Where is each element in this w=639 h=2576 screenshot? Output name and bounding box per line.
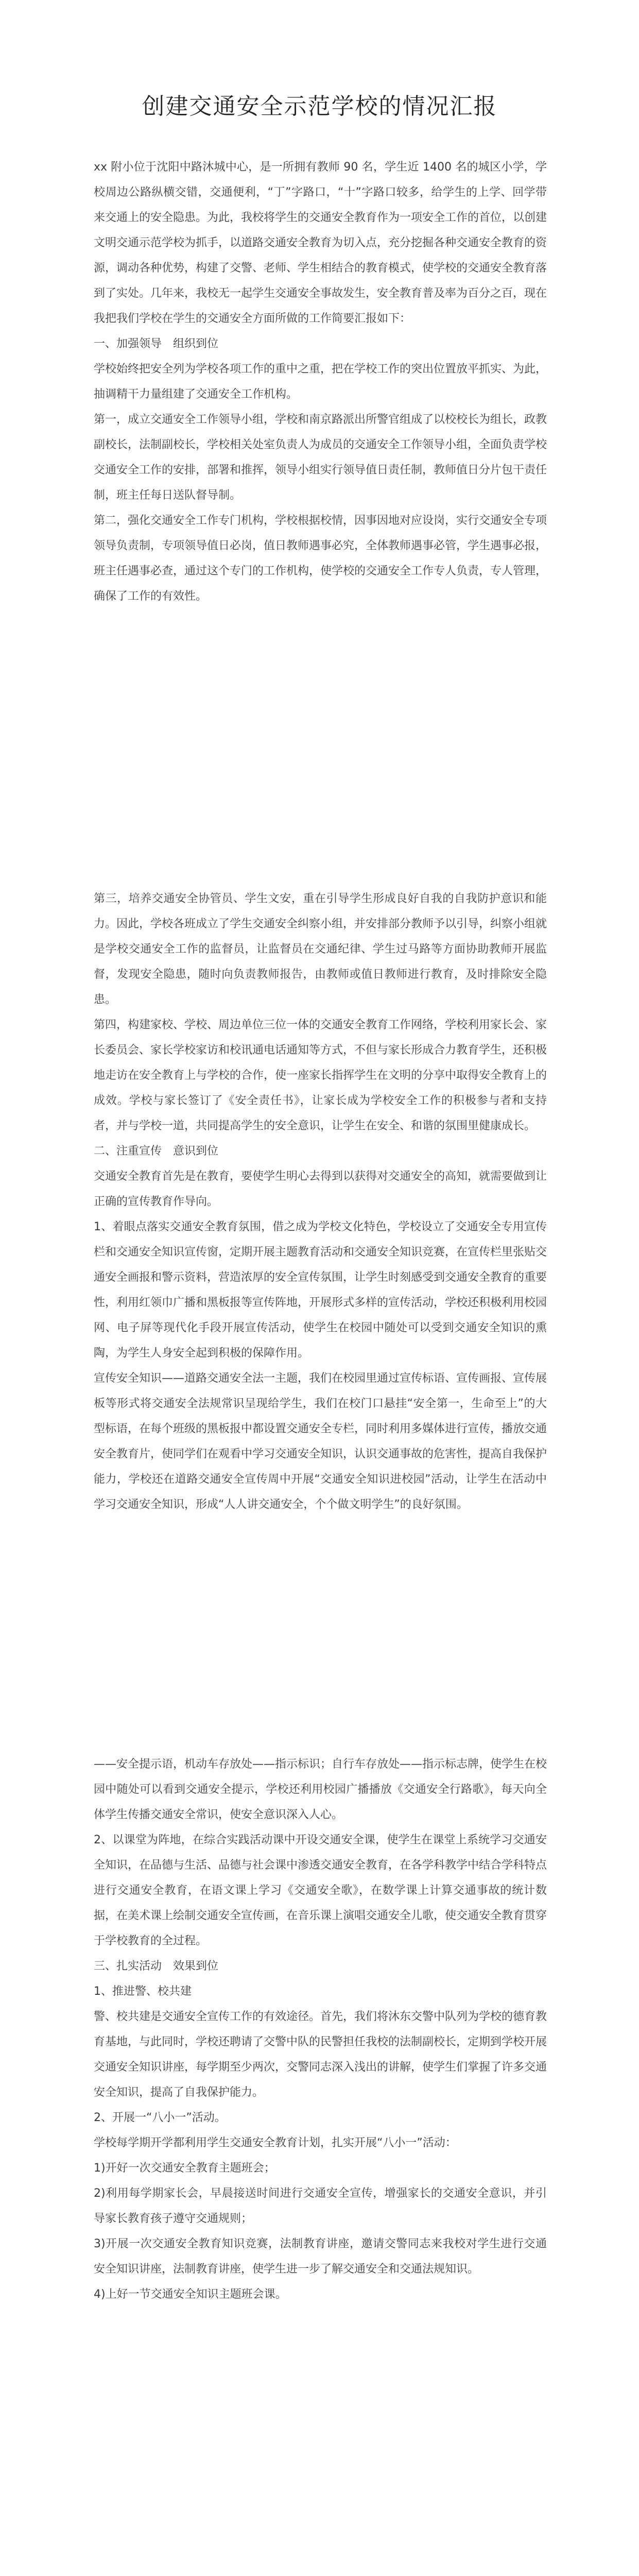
paragraph: 宣传安全知识——道路交通安全法一主题，我们在校园里通过宣传标语、宣传画报、宣传展板等形式将交通安全法规常识呈现给学生，我们在校门口悬挂“安全第一，生命至上”的大型标语，在每个班级的黑板报中都设置交通安全专栏，同时利用多媒体进行宣传，播放交通安全教育片，使同学们在观看中学习交通安全知识，认识交通事故的危害性，提高自我保护能力，学校还在道路交通安全宣传周中开展“交通安全知识进校园”活动，让学生在活动中学习交通安全知识，形成“人人讲交通安全，个个做文明学生”的良好氛围。 — [94, 1372, 547, 1511]
paragraph: 学校每学期开学都利用学生交通安全教育计划，扎实开展“八小一”活动： — [94, 2137, 457, 2149]
paragraph: 2、以课堂为阵地，在综合实践活动课中开设交通安全课，使学生在课堂上系统学习交通安全知识，在品德与生活、品德与社会课中渗透交通安全教育，在各学科教学中结合学科特点进行交通安全教育，在语文课上学习《交通安全歌》，在数学课上计算交通事故的统计数据，在美术课上绘制交通安全宣传画，在音乐课上演唱交通安全儿歌，使交通安全教育贯穿于学校教育的全过程。 — [94, 1834, 547, 1947]
paragraph: 1、着眼点落实交通安全教育氛围，借之成为学校文化特色，学校设立了交通安全专用宣传栏和交通安全知识宣传窗，定期开展主题教育活动和交通安全知识竞赛，在宣传栏里张贴交通安全画报和警示资料，营造浓厚的安全宣传氛围，让学生时刻感受到交通安全教育的重要性，利用红领巾广播和黑板报等宣传阵地，开展形式多样的宣传活动，学校还积极利用校园网、电子屏等现代化手段开展宣传活动，使学生在校园中随处可以受到交通安全知识的熏陶，为学生人身安全起到积极的保障作用。 — [94, 1221, 547, 1360]
sub-heading: 2、开展一“八小一”活动。 — [94, 2111, 226, 2124]
list-item: 3)开展一次交通安全教育知识竞赛，法制教育讲座，邀请交警同志来我校对学生进行交通安全知识讲座，法制教育讲座，使学生进一步了解交通安全和交通法规知识。 — [94, 2238, 547, 2276]
section-heading: 二、注重宣传 意识到位 — [94, 1145, 219, 1158]
list-item: 4)上好一节交通安全知识主题班会课。 — [94, 2288, 287, 2301]
paragraph: 第二，强化交通安全工作专门机构，学校根据校情，因事因地对应设岗，实行交通安全专项领导负责制，专项领导值日必岗，值日教师遇事必究，全体教师遇事必管，学生遇事必报，班主任遇事必查，通过这个专门的工作机构，使学校的交通安全工作专人负责，专人管理，确保了工作的有效性。 — [94, 514, 547, 603]
document-title: 创建交通安全示范学校的情况汇报 — [142, 93, 497, 120]
paragraph: 交通安全教育首先是在教育，要使学生明心去得到以获得对交通安全的高知，就需要做到让正确的宣传教育作导向。 — [94, 1170, 547, 1208]
paragraph: 第三，培养交通安全协管员、学生文安，重在引导学生形成良好自我的自我防护意识和能力。因此，学校各班成立了学生交通安全纠察小组，并安排部分教师予以引导，纠察小组就是学校交通安全工作的监督员，让监督员在交通纪律、学生过马路等方面协助教师开展监督，发现安全隐患，随时向负责教师报告，由教师或值日教师进行教育，及时排除安全隐患。 — [94, 892, 547, 1006]
paragraph: xx 附小位于沈阳中路沐城中心，是一所拥有教师 90 名，学生近 1400 名的城区小学，学校周边公路纵横交错，交通便利，“丁”字路口，“十”字路口较多，给学生的上学、回学带来交通上的安全隐患。为此，我校将学生的交通安全教育作为一项安全工作的首位，以创建文明交通示范学校为抓手，以道路交通安全教育为切入点，充分挖掘各种交通安全教育的资源，调动各种优势，构建了交警、老师、学生相结合的教育模式，使学校的交通安全教育落到了实处。几年来，我校无一起学生交通安全事故发生，安全教育普及率为百分之百，现在我把我们学校在学生的交通安全方面所做的工作简要汇报如下： — [94, 161, 547, 325]
paragraph: 学校始终把安全列为学校各项工作的重中之重，把在学校工作的突出位置放平抓实、为此，抽调精干力量组建了交通安全工作机构。 — [94, 363, 547, 401]
section-heading: 三、扎实活动 效果到位 — [94, 1960, 219, 1973]
paragraph: 第一，成立交通安全工作领导小组，学校和南京路派出所警官组成了以校校长为组长，政教副校长，法制副校长，学校相关处室负责人为成员的交通安全工作领导小组，全面负责学校交通安全工作的安排，部署和推挥，领导小组实行领导值日责任制，教师值日分片包干责任制，班主任每日送队督导制。 — [94, 413, 547, 502]
section-heading: 一、加强领导 组织到位 — [94, 337, 219, 350]
body-section-2 — [94, 886, 547, 1517]
body-section-3 — [94, 1752, 547, 2307]
list-item: 1)开好一次交通安全教育主题班会； — [94, 2162, 275, 2175]
body-section-1 — [94, 155, 547, 609]
paragraph: 警、校共建是交通安全宣传工作的有效途径。首先，我们将沐东交警中队列为学校的德育教育基地，与此同时，学校还聘请了交警中队的民警担任我校的法制副校长，定期到学校开展交通安全知识讲座，每学期至少两次，交警同志深入浅出的讲解，使学生们掌握了许多交通安全知识，提高了自我保护能力。 — [94, 2010, 547, 2099]
paragraph: ——安全提示语，机动车存放处——指示标识；自行车存放处——指示标志牌，使学生在校园中随处可以看到交通安全提示，学校还利用校园广播播放《交通安全行路歌》，每天向全体学生传播交通安全常识，使安全意识深入人心。 — [94, 1758, 547, 1821]
list-item: 2)利用每学期家长会，早晨接送时间进行交通安全宣传，增强家长的交通安全意识，并引导家长教育孩子遵守交通规则； — [94, 2187, 547, 2225]
paragraph: 第四，构建家校、学校、周边单位三位一体的交通安全教育工作网络，学校利用家长会、家长委员会、家长学校家访和校讯通电话通知等方式，不但与家长形成合力教育学生，还积极地走访在安全教育上与学校的合作，使一座家长指挥学生在文明的分享中取得安全教育上的成效。学校与家长签订了《安全责任书》，让家长成为学校安全工作的积极参与者和支持者，并与学校一道，共同提高学生的安全意识，让学生在安全、和谐的氛围里健康成长。 — [94, 1019, 547, 1132]
sub-heading: 1、推进警、校共建 — [94, 1985, 192, 1998]
